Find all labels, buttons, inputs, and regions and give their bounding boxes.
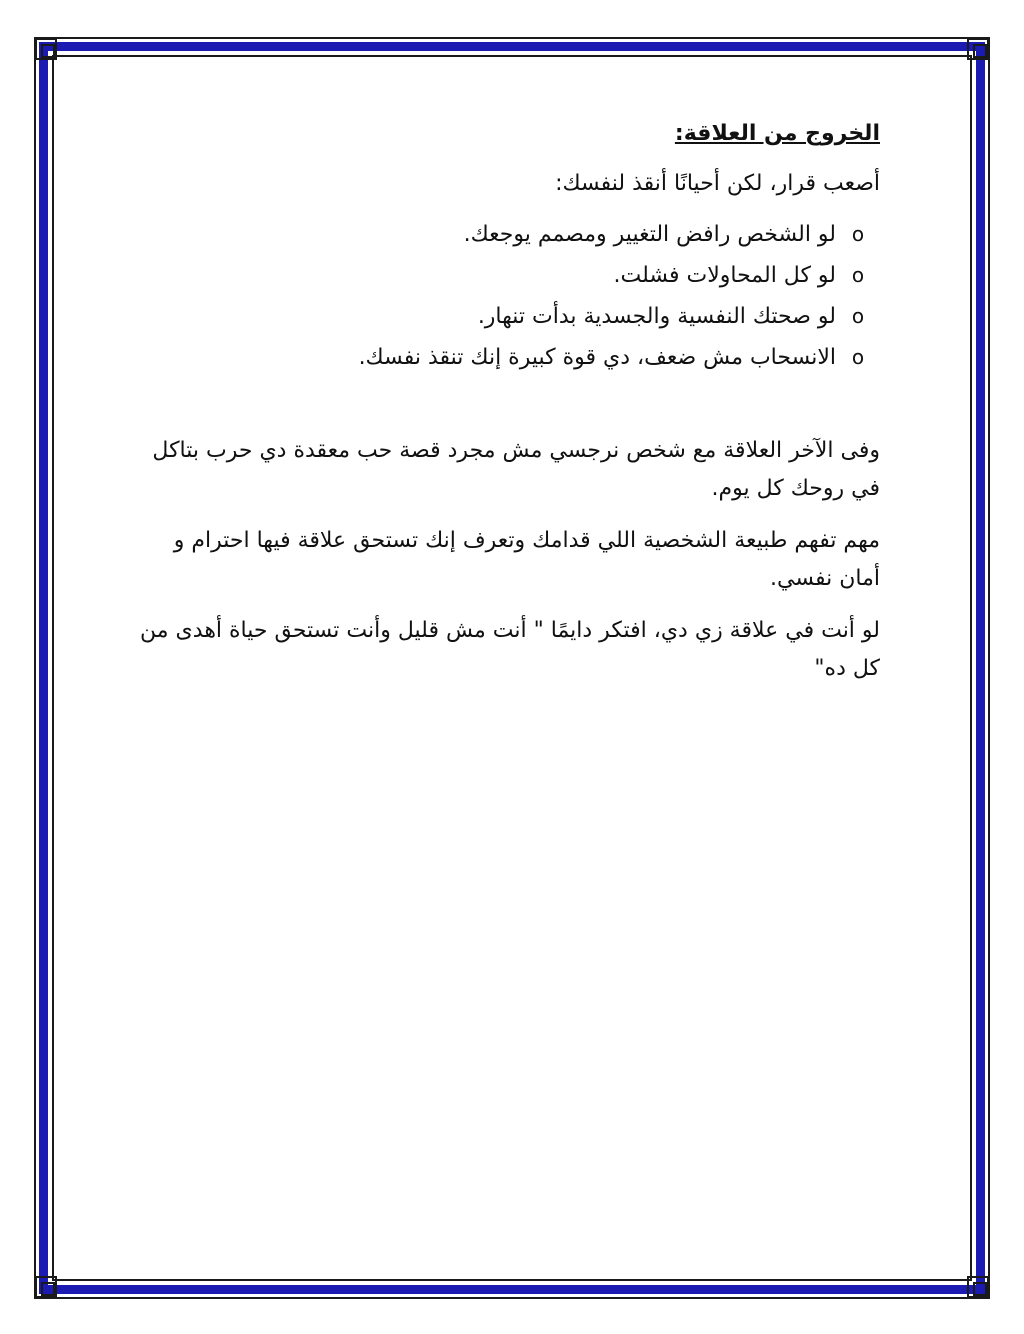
bullet-circle-icon: o: [851, 304, 865, 328]
list-item: [140, 214, 865, 255]
paragraph-conclusion: وفى الآخر العلاقة مع شخص نرجسي مش مجرد قصة حب معقدة دي حرب بتاكل في روحك كل يوم.: [152, 438, 880, 501]
list-item-text: لو صحتك النفسية والجسدية بدأت تنهار.: [477, 304, 836, 329]
bullet-list: [140, 214, 880, 378]
list-item: [140, 296, 865, 337]
border-corner-bottom-right: [967, 1276, 989, 1298]
intro-line: أصعب قرار، لكن أحيانًا أنقذ لنفسك:: [555, 171, 880, 196]
bullet-circle-icon: o: [851, 345, 865, 369]
paragraph-understanding: مهم تفهم طبيعة الشخصية اللي قدامك وتعرف إنك تستحق علاقة فيها احترام و أمان نفسي.: [173, 528, 880, 591]
border-corner-bottom-left: [35, 1276, 57, 1298]
border-corner-top-left: [35, 38, 57, 60]
list-item: [140, 255, 865, 296]
paragraph-reminder: لو أنت في علاقة زي دي، افتكر دايمًا " أنت مش قليل وأنت تستحق حياة أهدى من كل ده": [140, 618, 880, 681]
list-item-text: الانسحاب مش ضعف، دي قوة كبيرة إنك تنقذ نفسك.: [358, 345, 836, 370]
list-item-text: لو كل المحاولات فشلت.: [613, 263, 836, 288]
bullet-circle-icon: o: [851, 222, 865, 246]
list-item-text: لو الشخص رافض التغيير ومصمم يوجعك.: [463, 222, 836, 247]
list-item: [140, 337, 865, 378]
bullet-circle-icon: o: [851, 263, 865, 287]
section-heading: الخروج من العلاقة:: [674, 121, 880, 146]
document-body: [140, 112, 880, 702]
border-corner-top-right: [967, 38, 989, 60]
